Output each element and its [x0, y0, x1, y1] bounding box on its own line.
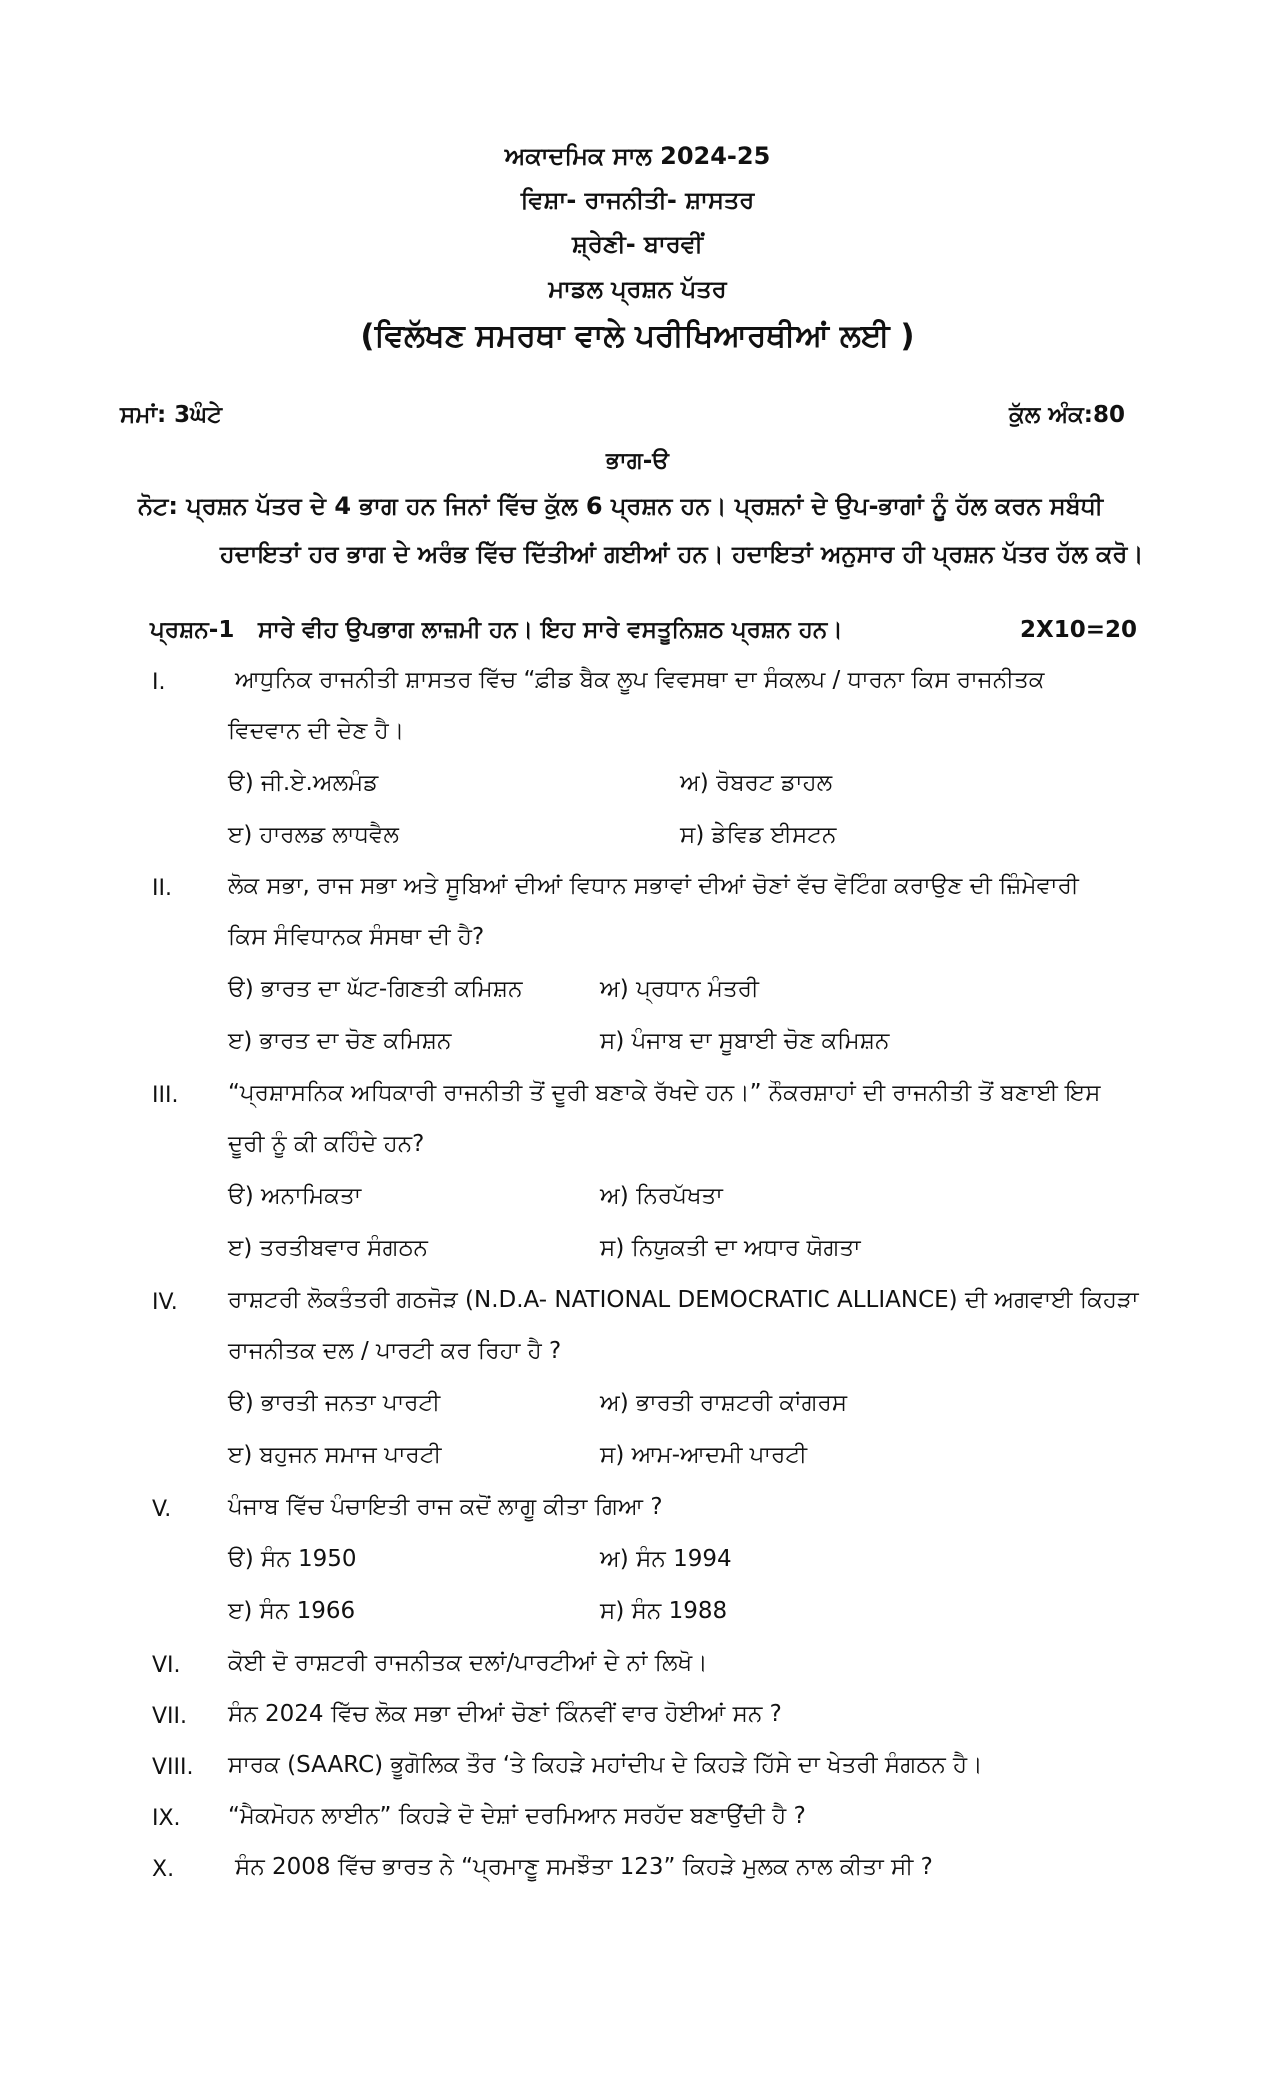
- question-1-instruction: ਸਾਰੇ ਵੀਹ ਉਪਭਾਗ ਲਾਜ਼ਮੀ ਹਨ। ਇਹ ਸਾਰੇ ਵਸਤੂਨਿਸ਼ਠ ਪ੍ਰਸ਼ਨ ਹਨ।: [258, 617, 843, 643]
- time-allowed: ਸਮਾਂ: 3ਘੰਟੇ: [120, 402, 223, 428]
- option-d: ਸ) ਨਿਯੁਕਤੀ ਦਾ ਅਧਾਰ ਯੋਗਤਾ: [600, 1235, 861, 1261]
- note-line-2: ਹਦਾਇਤਾਂ ਹਰ ਭਾਗ ਦੇ ਅਰੰਭ ਵਿੱਚ ਦਿੱਤੀਆਂ ਗਈਆਂ ਹਨ। ਹਦਾਇਤਾਂ ਅਨੁਸਾਰ ਹੀ ਪ੍ਰਸ਼ਨ ਪੱਤਰ ਹੱਲ ਕਰੋ।: [220, 540, 1144, 568]
- item-number: I.: [152, 670, 166, 695]
- item-text-line: ਸੰਨ 2024 ਵਿੱਚ ਲੋਕ ਸਭਾ ਦੀਆਂ ਚੋਣਾਂ ਕਿੰਨਵੀਂ ਵਾਰ ਹੋਈਆਂ ਸਨ ?: [228, 1701, 782, 1727]
- total-marks: ਕੁੱਲ ਅੰਕ:80: [1009, 402, 1125, 428]
- item-text-line: ਵਿਦਵਾਨ ਦੀ ਦੇਣ ਹੈ।: [228, 718, 405, 744]
- option-a: ੳ) ਅਨਾਮਿਕਤਾ: [228, 1183, 362, 1209]
- item-number: IX.: [152, 1806, 181, 1831]
- item-number: III.: [152, 1083, 179, 1108]
- item-text-line: ਦੂਰੀ ਨੂੰ ਕੀ ਕਹਿੰਦੇ ਹਨ?: [228, 1131, 425, 1157]
- option-b: ਅ) ਸੰਨ 1994: [600, 1546, 732, 1572]
- option-c: ੲ) ਸੰਨ 1966: [228, 1598, 356, 1624]
- paper-type: ਮਾਡਲ ਪ੍ਰਸ਼ਨ ਪੱਤਰ: [548, 275, 727, 303]
- option-b: ਅ) ਨਿਰਪੱਖਤਾ: [600, 1183, 723, 1209]
- option-a: ੳ) ਜੀ.ਏ.ਅਲਮੰਡ: [228, 770, 379, 796]
- item-text-line: “ਮੈਕਮੋਹਨ ਲਾਈਨ” ਕਿਹੜੇ ਦੋ ਦੇਸ਼ਾਂ ਦਰਮਿਆਨ ਸਰਹੱਦ ਬਣਾਉਂਦੀ ਹੈ ?: [228, 1803, 806, 1829]
- option-a: ੳ) ਸੰਨ 1950: [228, 1546, 357, 1572]
- item-text-line: ਰਾਸ਼ਟਰੀ ਲੋਕਤੰਤਰੀ ਗਠਜੋੜ (N.D.A- NATIONAL DEMOCRATIC ALLIANCE) ਦੀ ਅਗਵਾਈ ਕਿਹੜਾ: [228, 1287, 1139, 1313]
- option-a: ੳ) ਭਾਰਤ ਦਾ ਘੱਟ-ਗਿਣਤੀ ਕਮਿਸ਼ਨ: [228, 976, 523, 1002]
- item-number: VI.: [152, 1653, 181, 1678]
- option-d: ਸ) ਪੰਜਾਬ ਦਾ ਸੂਬਾਈ ਚੋਣ ਕਮਿਸ਼ਨ: [600, 1028, 890, 1054]
- option-b: ਅ) ਪ੍ਰਧਾਨ ਮੰਤਰੀ: [600, 976, 759, 1002]
- academic-year: ਅਕਾਦਮਿਕ ਸਾਲ 2024-25: [504, 142, 771, 170]
- item-text-line: ਲੋਕ ਸਭਾ, ਰਾਜ ਸਭਾ ਅਤੇ ਸੂਬਿਆਂ ਦੀਆਂ ਵਿਧਾਨ ਸਭਾਵਾਂ ਦੀਆਂ ਚੋਣਾਂ ਵੱਚ ਵੋਟਿੰਗ ਕਰਾਉਣ ਦੀ ਜ਼ਿੰਮੇਵਾਰੀ: [228, 873, 1079, 899]
- option-a: ੳ) ਭਾਰਤੀ ਜਨਤਾ ਪਾਰਟੀ: [228, 1390, 441, 1416]
- class-title: ਸ਼੍ਰੇਣੀ- ਬਾਰਵੀਂ: [572, 230, 703, 258]
- option-c: ੲ) ਭਾਰਤ ਦਾ ਚੋਣ ਕਮਿਸ਼ਨ: [228, 1028, 452, 1054]
- option-c: ੲ) ਬਹੁਜਨ ਸਮਾਜ ਪਾਰਟੀ: [228, 1442, 442, 1468]
- item-number: VIII.: [152, 1755, 194, 1780]
- note-line-1: ਨੋਟ: ਪ੍ਰਸ਼ਨ ਪੱਤਰ ਦੇ 4 ਭਾਗ ਹਨ ਜਿਨਾਂ ਵਿੱਚ ਕੁੱਲ 6 ਪ੍ਰਸ਼ਨ ਹਨ। ਪ੍ਰਸ਼ਨਾਂ ਦੇ ਉਪ-ਭਾਗਾਂ ਨੂੰ ਹੱਲ ਕਰਨ ਸਬੰਧੀ: [138, 492, 1104, 520]
- item-text-line: ਸਾਰਕ (SAARC) ਭੂਗੋਲਿਕ ਤੌਰ ‘ਤੇ ਕਿਹੜੇ ਮਹਾਂਦੀਪ ਦੇ ਕਿਹੜੇ ਹਿੱਸੇ ਦਾ ਖੇਤਰੀ ਸੰਗਠਨ ਹੈ।: [228, 1752, 983, 1778]
- item-text-line: ਰਾਜਨੀਤਕ ਦਲ / ਪਾਰਟੀ ਕਰ ਰਿਹਾ ਹੈ ?: [228, 1338, 562, 1364]
- item-text-line: ਆਧੁਨਿਕ ਰਾਜਨੀਤੀ ਸ਼ਾਸਤਰ ਵਿੱਚ “ਫ਼ੀਡ ਬੈਕ ਲੂਪ ਵਿਵਸਥਾ ਦਾ ਸੰਕਲਪ / ਧਾਰਨਾ ਕਿਸ ਰਾਜਨੀਤਕ: [235, 667, 1045, 693]
- subject-title: ਵਿਸ਼ਾ- ਰਾਜਨੀਤੀ- ਸ਼ਾਸਤਰ: [520, 186, 755, 214]
- item-number: VII.: [152, 1704, 188, 1729]
- section-title: ਭਾਗ-ੳ: [606, 448, 669, 474]
- option-d: ਸ) ਸੰਨ 1988: [600, 1598, 728, 1624]
- option-b: ਅ) ਭਾਰਤੀ ਰਾਸ਼ਟਰੀ ਕਾਂਗਰਸ: [600, 1390, 848, 1416]
- item-number: II.: [152, 876, 172, 901]
- item-text-line: ਸੰਨ 2008 ਵਿੱਚ ਭਾਰਤ ਨੇ “ਪ੍ਰਮਾਣੂ ਸਮਝੌਤਾ 123” ਕਿਹੜੇ ਮੁਲਕ ਨਾਲ ਕੀਤਾ ਸੀ ?: [235, 1854, 933, 1880]
- question-1-label: ਪ੍ਰਸ਼ਨ-1: [150, 617, 235, 643]
- question-1-marks: 2X10=20: [1020, 617, 1138, 643]
- item-number: V.: [152, 1497, 172, 1522]
- option-c: ੲ) ਤਰਤੀਬਵਾਰ ਸੰਗਠਨ: [228, 1235, 428, 1261]
- audience-title: (ਵਿਲੱਖਣ ਸਮਰਥਾ ਵਾਲੇ ਪਰੀਖਿਆਰਥੀਆਂ ਲਈ ): [360, 318, 915, 354]
- option-d: ਸ) ਡੇਵਿਡ ਈਸਟਨ: [680, 822, 837, 848]
- item-number: IV.: [152, 1290, 178, 1315]
- option-c: ੲ) ਹਾਰਲਡ ਲਾਧਵੈਲ: [228, 822, 399, 848]
- option-b: ਅ) ਰੋਬਰਟ ਡਾਹਲ: [680, 770, 833, 796]
- item-text-line: ਕੋਈ ਦੋ ਰਾਸ਼ਟਰੀ ਰਾਜਨੀਤਕ ਦਲਾਂ/ਪਾਰਟੀਆਂ ਦੇ ਨਾਂ ਲਿਖੋ।: [228, 1650, 708, 1676]
- item-text-line: ਕਿਸ ਸੰਵਿਧਾਨਕ ਸੰਸਥਾ ਦੀ ਹੈ?: [228, 924, 485, 950]
- item-number: X.: [152, 1857, 175, 1882]
- item-text-line: ਪੰਜਾਬ ਵਿੱਚ ਪੰਚਾਇਤੀ ਰਾਜ ਕਦੋਂ ਲਾਗੂ ਕੀਤਾ ਗਿਆ ?: [228, 1494, 663, 1520]
- option-d: ਸ) ਆਮ-ਆਦਮੀ ਪਾਰਟੀ: [600, 1442, 808, 1468]
- item-text-line: “ਪ੍ਰਸ਼ਾਸਨਿਕ ਅਧਿਕਾਰੀ ਰਾਜਨੀਤੀ ਤੋਂ ਦੂਰੀ ਬਣਾਕੇ ਰੱਖਦੇ ਹਨ।” ਨੌਕਰਸ਼ਾਹਾਂ ਦੀ ਰਾਜਨੀਤੀ ਤੋਂ ਬਣਾਈ ਇਸ: [228, 1080, 1101, 1106]
